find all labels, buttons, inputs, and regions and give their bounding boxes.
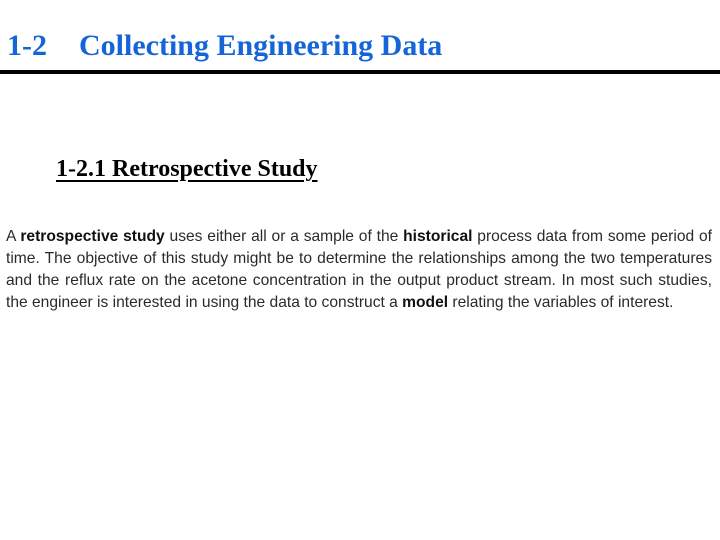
excerpt-text: process data from some period of time. The objective of this study might be to determine the relationships among the two temperatures and the reflux rate on the acetone concentration in the output product stream. In most such studies, the engineer is interested in using the data to construct a (6, 228, 712, 311)
section-number: 1-2 (7, 29, 47, 62)
section-title: Collecting Engineering Data (79, 29, 443, 62)
excerpt-text: relating the variables of interest. (448, 294, 674, 311)
term-historical: historical (403, 228, 473, 245)
title-divider (0, 70, 720, 74)
slide-title (7, 26, 442, 66)
textbook-excerpt (6, 226, 712, 314)
term-model: model (402, 294, 449, 311)
excerpt-text: A (6, 228, 21, 245)
term-retrospective-study: retrospective study (20, 228, 165, 245)
subsection-heading: 1-2.1 Retrospective Study (56, 156, 318, 182)
excerpt-text: uses either all or a sample of the (164, 228, 404, 245)
